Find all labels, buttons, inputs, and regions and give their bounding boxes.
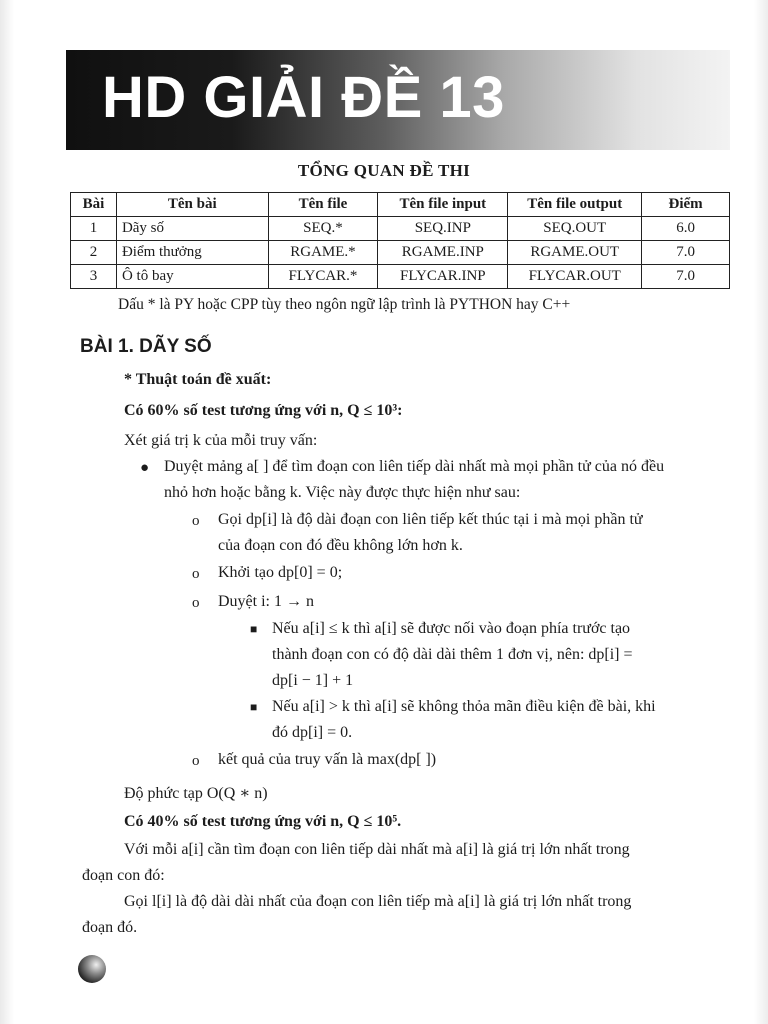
table-cell: 3: [71, 265, 117, 289]
table-row: [71, 241, 730, 265]
page-corner-dot: [78, 955, 106, 983]
paragraph-2-line-2: đoạn đó.: [82, 919, 138, 936]
bullet-1-line-1: Duyệt mảng a[ ] để tìm đoạn con liên tiếp dài nhất mà mọi phần tử của nó đều: [164, 458, 665, 475]
circle-bullet-icon: o: [192, 566, 200, 582]
table-cell: 6.0: [642, 217, 730, 241]
subtask-2-heading: Có 40% số test tương ứng với n, Q ≤ 10⁵.: [124, 813, 402, 830]
sub-item-1-line-1: Nếu a[i] ≤ k thì a[i] sẽ được nối vào đoạn phía trước tạo: [272, 620, 631, 637]
paragraph-1-line-2: đoạn con đó:: [82, 867, 165, 884]
item-4: kết quả của truy vấn là max(dp[ ]): [218, 751, 437, 768]
column-header: Tên file output: [508, 193, 642, 217]
consider-line: Xét giá trị k của mỗi truy vấn:: [124, 432, 318, 449]
column-header: Tên bài: [116, 193, 268, 217]
subtask-1-heading: Có 60% số test tương ứng với n, Q ≤ 10³:: [124, 402, 403, 419]
table-row: [71, 217, 730, 241]
table-cell: FLYCAR.OUT: [508, 265, 642, 289]
table-cell: Điểm thưởng: [116, 241, 268, 265]
sub-item-1-line-3: dp[i − 1] + 1: [272, 672, 354, 689]
table-header-row: [71, 193, 730, 217]
overview-title: TỔNG QUAN ĐỀ THI: [297, 161, 471, 180]
table-cell: RGAME.INP: [378, 241, 508, 265]
table-cell: RGAME.*: [268, 241, 378, 265]
item-3: Duyệt i: 1 → n: [218, 593, 314, 610]
chapter-banner: [66, 50, 730, 150]
table-cell: FLYCAR.INP: [378, 265, 508, 289]
file-extension-note: Dấu * là PY hoặc CPP tùy theo ngôn ngữ lập trình là PYTHON hay C++: [118, 296, 571, 313]
column-header: Tên file: [268, 193, 378, 217]
table-cell: 7.0: [642, 265, 730, 289]
sub-item-2-line-1: Nếu a[i] > k thì a[i] sẽ không thỏa mãn điều kiện đề bài, khi: [272, 698, 656, 715]
sub-item-1-line-2: thành đoạn con có độ dài dài thêm 1 đơn vị, nên: dp[i] =: [272, 646, 633, 663]
table-cell: Dãy số: [116, 217, 268, 241]
chapter-title: HD GIẢI ĐỀ 13: [102, 65, 505, 130]
table-cell: SEQ.*: [268, 217, 378, 241]
table-cell: FLYCAR.*: [268, 265, 378, 289]
table-cell: Ô tô bay: [116, 265, 268, 289]
column-header: Điểm: [642, 193, 730, 217]
bullet-disc-icon: ●: [140, 460, 150, 476]
table-cell: SEQ.OUT: [508, 217, 642, 241]
item-2: Khởi tạo dp[0] = 0;: [218, 564, 343, 581]
circle-bullet-icon: o: [192, 753, 200, 769]
item-1-line-2: của đoạn con đó đều không lớn hơn k.: [218, 537, 463, 554]
table-cell: SEQ.INP: [378, 217, 508, 241]
table-cell: 1: [71, 217, 117, 241]
column-header: Tên file input: [378, 193, 508, 217]
circle-bullet-icon: o: [192, 513, 200, 529]
square-bullet-icon: ■: [250, 622, 258, 636]
column-header: Bài: [71, 193, 117, 217]
paragraph-1-line-1: Với mỗi a[i] cần tìm đoạn con liên tiếp dài nhất mà a[i] là giá trị lớn nhất trong: [124, 841, 630, 858]
table-cell: 7.0: [642, 241, 730, 265]
complexity-line: Độ phức tạp O(Q ∗ n): [124, 785, 268, 802]
sub-item-2-line-2: đó dp[i] = 0.: [272, 724, 353, 741]
table-cell: 2: [71, 241, 117, 265]
table-cell: RGAME.OUT: [508, 241, 642, 265]
square-bullet-icon: ■: [250, 700, 258, 714]
item-1-line-1: Gọi dp[i] là độ dài đoạn con liên tiếp kết thúc tại i mà mọi phần tử: [218, 511, 643, 528]
algorithm-heading: * Thuật toán đề xuất:: [124, 371, 272, 388]
overview-table: [70, 192, 730, 289]
paragraph-2-line-1: Gọi l[i] là độ dài dài nhất của đoạn con liên tiếp mà a[i] là giá trị lớn nhất trong: [124, 893, 632, 910]
bullet-1-line-2: nhỏ hơn hoặc bằng k. Việc này được thực hiện như sau:: [164, 484, 521, 501]
circle-bullet-icon: o: [192, 595, 200, 611]
table-row: [71, 265, 730, 289]
problem-heading: BÀI 1. DÃY SỐ: [80, 336, 212, 357]
